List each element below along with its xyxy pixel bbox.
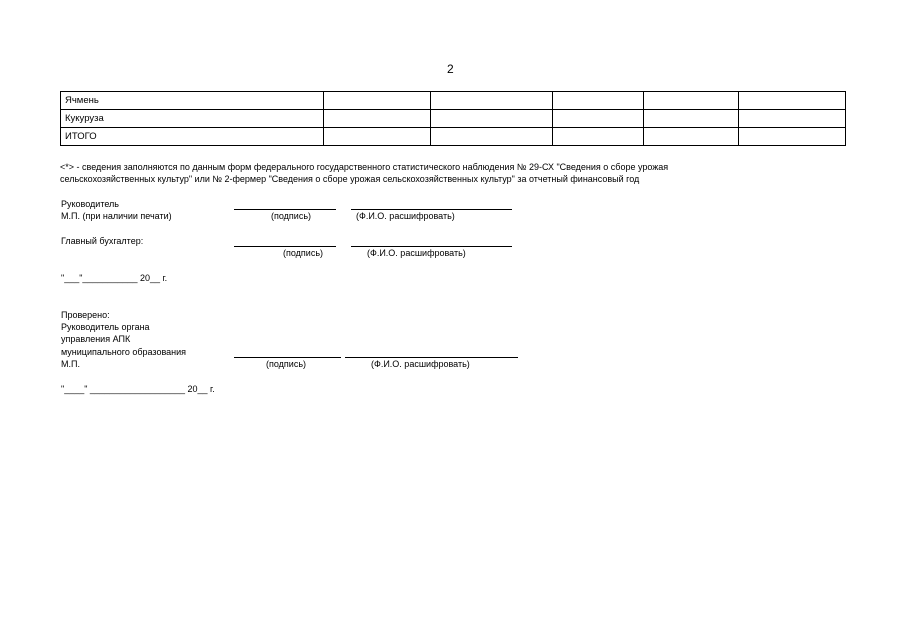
verification-date-line: "____" ___________________ 20__ г. [61,384,215,394]
verifier-name-caption: (Ф.И.О. расшифровать) [371,359,470,369]
table-cell [431,128,553,146]
table-cell [739,110,846,128]
table-cell [553,110,644,128]
stamp-label: М.П. (при наличии печати) [61,211,172,221]
harvest-table [60,91,846,146]
table-cell [553,128,644,146]
table-cell [324,128,431,146]
date-line: "___"___________ 20__ г. [61,273,168,283]
director-signature-caption: (подпись) [271,211,312,221]
table-cell [324,110,431,128]
footnote-line-1: <*> - сведения заполняются по данным форм федерального государственного статистического наблюдения № 29-СХ "Сведения о сборе урожая [60,162,669,172]
accountant-signature-caption: (подпись) [283,248,324,258]
table-cell [553,92,644,110]
verifier-signature-line [234,357,341,358]
verified-label: Проверено: [61,310,110,320]
org-line-1: Руководитель органа [61,322,150,332]
table-row [61,110,846,128]
director-label: Руководитель [61,199,119,209]
accountant-name-line [351,246,512,247]
footnote-line-2: сельскохозяйственных культур" или № 2-фермер "Сведения о сборе урожая сельскохозяйственных культур" за отчетный финансовый год [60,174,640,184]
table-cell [739,128,846,146]
page-number: 2 [447,62,454,76]
table-cell [739,92,846,110]
director-signature-line [234,209,336,210]
table-cell [644,92,739,110]
table-cell-crop: Ячмень [61,92,324,110]
director-name-caption: (Ф.И.О. расшифровать) [356,211,455,221]
table-row [61,92,846,110]
table-cell [431,110,553,128]
verifier-signature-caption: (подпись) [266,359,307,369]
table-cell-crop: ИТОГО [61,128,324,146]
accountant-name-caption: (Ф.И.О. расшифровать) [367,248,466,258]
accountant-signature-line [234,246,336,247]
org-line-2: управления АПК [61,334,131,344]
table-cell [431,92,553,110]
org-line-3: муниципального образования [61,347,187,357]
table-cell [324,92,431,110]
verifier-name-line [345,357,518,358]
table-cell [644,110,739,128]
director-name-line [351,209,512,210]
table-row [61,128,846,146]
verifier-stamp-label: М.П. [61,359,80,369]
table-cell-crop: Кукуруза [61,110,324,128]
accountant-label: Главный бухгалтер: [61,236,144,246]
table-cell [644,128,739,146]
